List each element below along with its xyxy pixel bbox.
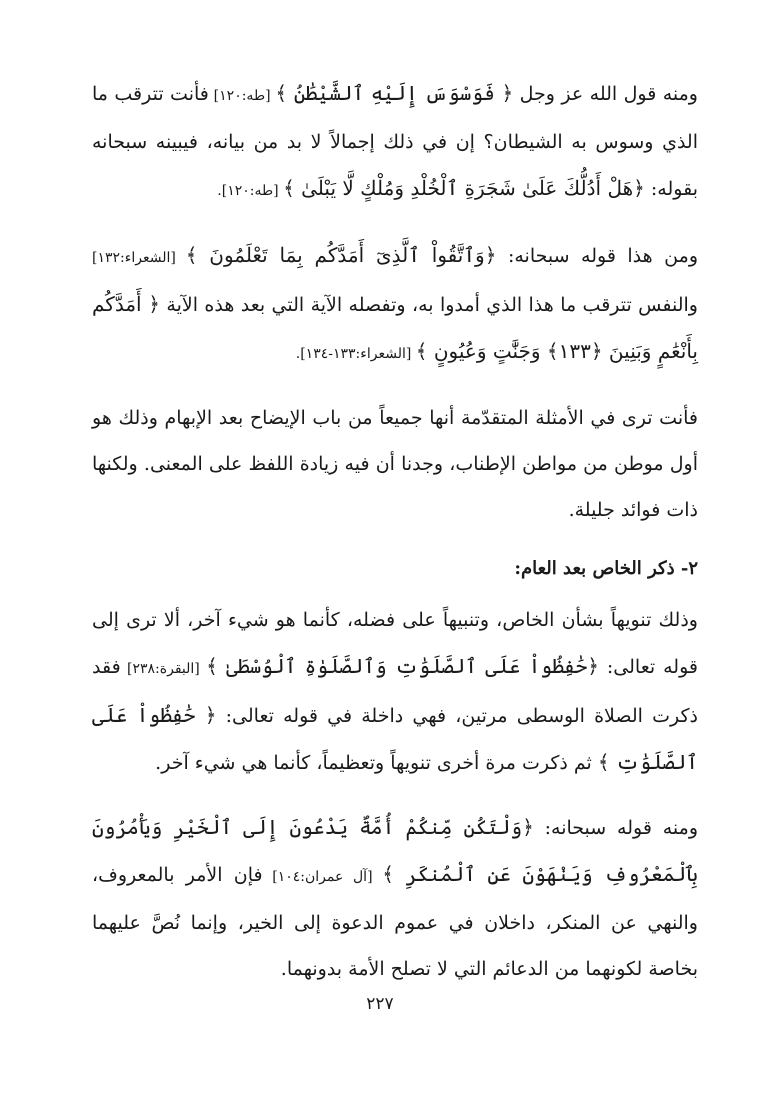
quran-verse: ﴿ أَمَدَّكُم بِأَنْعَٰمٍ وَبَنِينَ ﴿١٣٣﴾ وَجَنَّٰتٍ وَعُيُونٍ ﴾ [92, 292, 698, 363]
quran-verse: ﴿هَلْ أَدُلُّكَ عَلَىٰ شَجَرَةِ ٱلْخُلْدِ وَمُلْكٍ لَّا يَبْلَىٰ ﴾ [283, 176, 645, 200]
verse-reference: [البقرة:٢٣٨] [120, 661, 207, 677]
paragraph-text: فأنت ترى في الأمثلة المتقدّمة أنها جميعاً من باب الإيضاح بعد الإبهام وذلك هو أول موطن من مواطن الإطناب، وجدنا أن فيه زيادة اللفظ على المعنى. ولكنها ذات فوائد جليلة. [92, 407, 698, 521]
verse-reference: [طه:١٢٠] [208, 88, 276, 104]
paragraph-text: فقد ذكرت الصلاة الوسطى مرتين، فهي داخلة في قوله تعالى: [92, 656, 698, 727]
paragraph [92, 804, 698, 992]
paragraph-text: ومن هذا قوله سبحانه: [496, 245, 698, 267]
paragraph-text: ثم ذكرت مرة أخرى تنويهاً وتعظيماً، كأنما هي شيء آخر. [155, 752, 598, 774]
quran-verse: ﴿حَٰفِظُواْ عَلَى ٱلصَّلَوَٰتِ وَٱلصَّلَوٰةِ ٱلْوُسْطَىٰ ﴾ [206, 654, 599, 678]
verse-reference: [الشعراء:١٣٢] [92, 250, 186, 266]
paragraph [92, 395, 698, 533]
paragraph-text: ومنه قول الله عز وجل [513, 83, 698, 105]
paragraph-text: وذلك تنويهاً بشأن الخاص، وتنبيهاً على فضله، كأنما هو شيء آخر، ألا ترى إلى قوله تعالى: [92, 609, 698, 678]
verse-reference: [الشعراء:١٣٣-١٣٤]. [295, 346, 416, 362]
verse-reference: [آل عمران:١٠٤] [262, 869, 383, 885]
section-heading: ٢- ذكر الخاص بعد العام: [514, 558, 698, 579]
section-after-heading [92, 597, 698, 992]
quran-verse: ﴿ فَوَسْوَسَ إِلَيْهِ ٱلشَّيْطَٰنُ ﴾ [275, 81, 514, 105]
verse-reference: [طه:١٢٠]. [217, 183, 284, 199]
paragraph-text: فإن الأمر بالمعروف، والنهي عن المنكر، داخلان في عموم الدعوة إلى الخير، وإنما نُصَّ عليهما بخاصة لكونهما من الدعائم التي لا تصلح الأمة بدونهما. [92, 864, 698, 980]
quran-verse: ﴿ حَٰفِظُواْ عَلَى ٱلصَّلَوَٰتِ ﴾ [92, 703, 698, 774]
paragraph-text: والنفس تترقب ما هذا الذي أمدوا به، وتفصله الآية التي بعد هذه الآية [160, 294, 698, 316]
paragraph-text: ومنه قوله سبحانه: [533, 817, 698, 839]
section-before-heading [92, 70, 698, 533]
paragraph [92, 232, 698, 377]
paragraph [92, 70, 698, 214]
page-body [92, 70, 698, 1010]
quran-verse: ﴿وَلْتَكُن مِّنكُمْ أُمَّةٌ يَدْعُونَ إِلَى ٱلْخَيْرِ وَيَأْمُرُونَ بِٱلْمَعْرُوفِ وَيَنْهَوْنَ عَنِ ٱلْمُنكَرِ ﴾ [92, 815, 698, 886]
page-number: ٢٢٧ [366, 994, 394, 1014]
quran-verse: ﴿وَٱتَّقُواْ ٱلَّذِىٓ أَمَدَّكُم بِمَا تَعْلَمُونَ ﴾ [185, 243, 497, 267]
paragraph-text: فأنت تترقب ما الذي وسوس به الشيطان؟ إن في ذلك إجمالاً لا بد من بيانه، فيبينه سبحانه بقوله: [92, 83, 698, 200]
paragraph [92, 597, 698, 786]
